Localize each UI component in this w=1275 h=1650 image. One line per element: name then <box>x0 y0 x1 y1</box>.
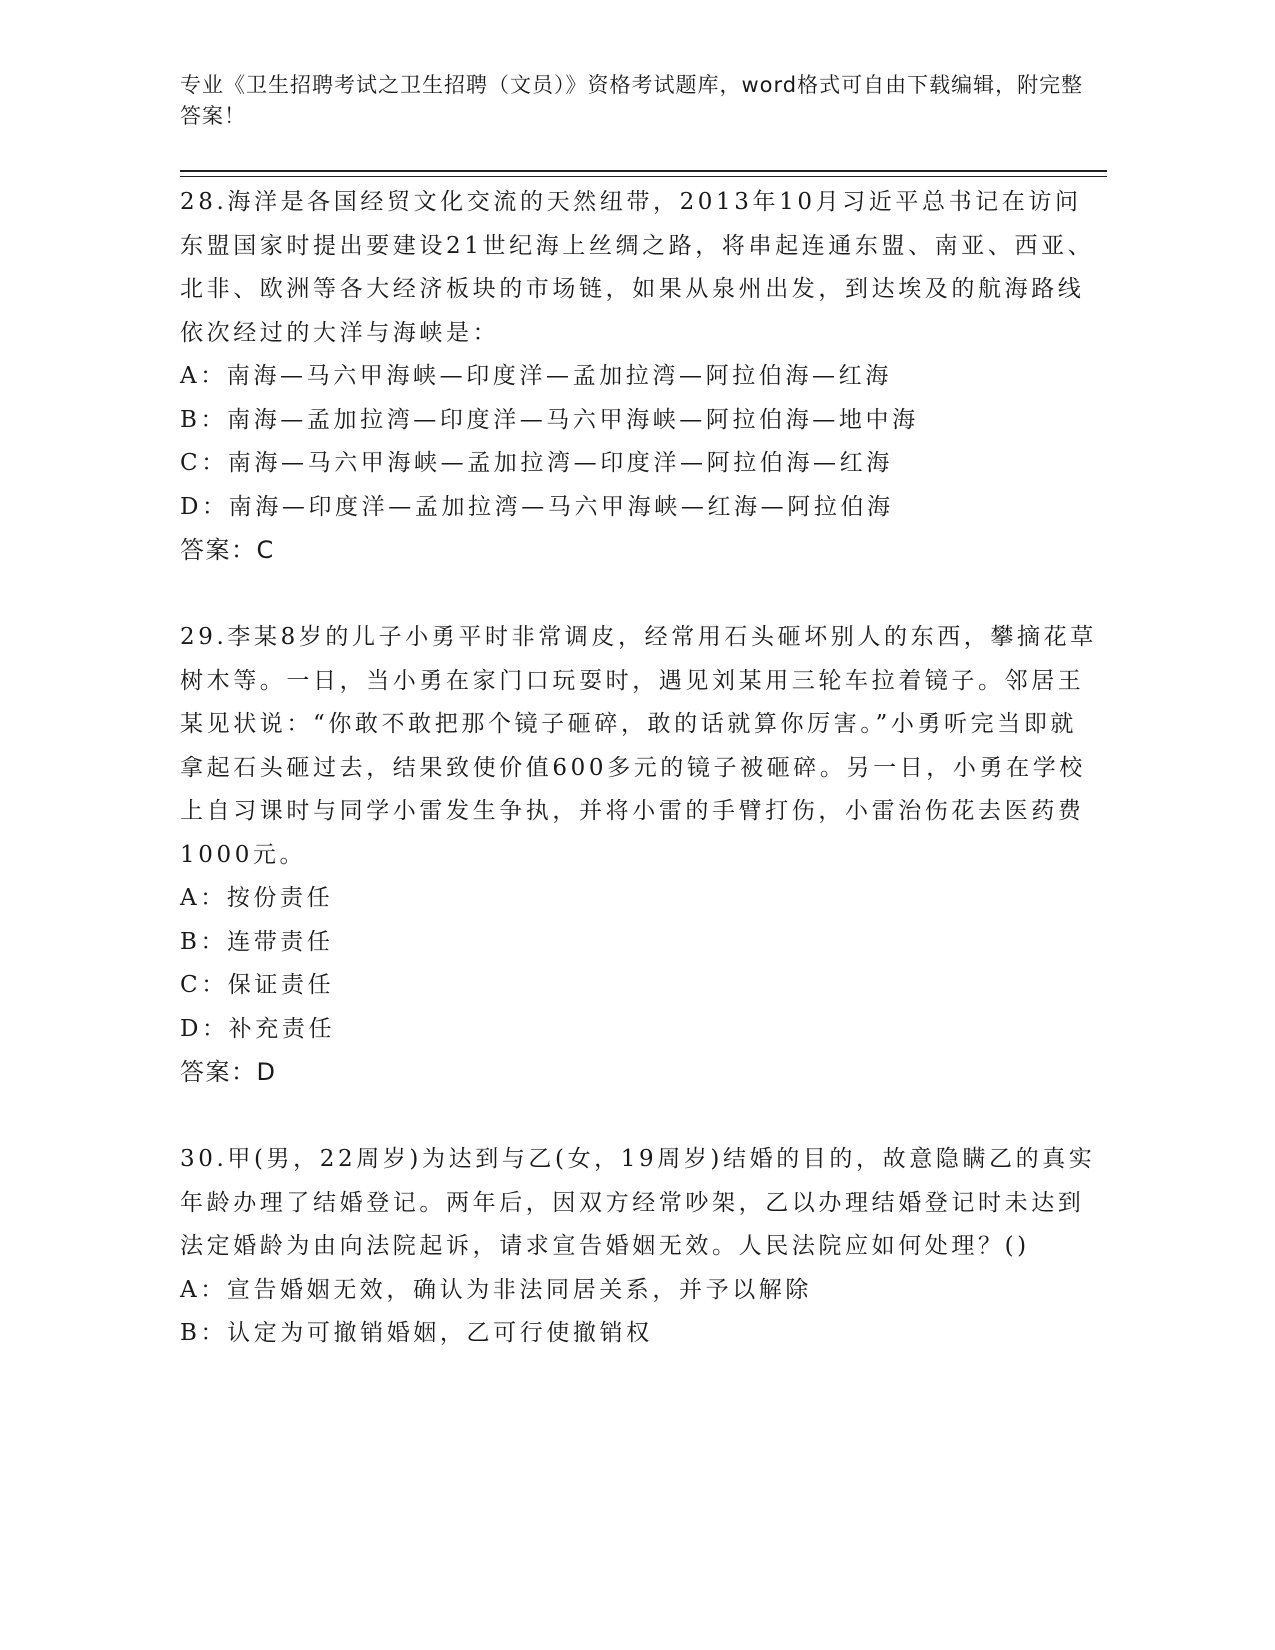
question-spacer <box>180 1095 1100 1139</box>
option-a: A：南海—马六甲海峡—印度洋—孟加拉湾—阿拉伯海—红海 <box>180 363 892 389</box>
option-c: C：南海—马六甲海峡—孟加拉湾—印度洋—阿拉伯海—红海 <box>180 450 893 476</box>
option-a: A：按份责任 <box>180 885 334 911</box>
header-divider-thin <box>180 176 1107 177</box>
question-stem: 29.李某8岁的儿子小勇平时非常调皮，经常用石头砸坏别人的东西，攀摘花草树木等。一日，当小勇在家门口玩耍时，遇见刘某用三轮车拉着镜子。邻居王某见状说：“你敢不敢把那个镜子砸碎，敢的话就算你厉害。”小勇听完当即就拿起石头砸过去，结果致使价值600多元的镜子被砸碎。另一日，小勇在学校上自习课时与同学小雷发生争执，并将小雷的手臂打伤，小雷治伤花去医药费1000元。 <box>180 624 1097 868</box>
question-30 <box>180 1138 1100 1356</box>
option-a: A：宣告婚姻无效，确认为非法同居关系，并予以解除 <box>180 1276 813 1303</box>
question-stem: 30.甲(男，22周岁)为达到与乙(女，19周岁)结婚的目的，故意隐瞒乙的真实年龄办理了结婚登记。两年后，因双方经常吵架，乙以办理结婚登记时未达到法定婚龄为由向法院起诉，请求宣告婚姻无效。人民法院应如何处理？() <box>180 1146 1096 1259</box>
option-b: B：认定为可撤销婚姻，乙可行使撤销权 <box>180 1320 653 1346</box>
question-spacer <box>180 573 1100 617</box>
answer-label: 答案：C <box>180 536 275 564</box>
question-29 <box>180 616 1100 1095</box>
question-list <box>180 181 1100 1356</box>
document-header: 专业《卫生招聘考试之卫生招聘（文员）》资格考试题库，word格式可自由下载编辑，附完整答案！ <box>180 73 1084 128</box>
question-28 <box>180 181 1100 573</box>
option-b: B：连带责任 <box>180 928 334 955</box>
option-b: B：南海—孟加拉湾—印度洋—马六甲海峡—阿拉伯海—地中海 <box>180 406 919 433</box>
option-c: C：保证责任 <box>180 972 335 998</box>
option-d: D：补充责任 <box>180 1015 336 1042</box>
header-divider <box>180 170 1107 172</box>
question-stem: 28.海洋是各国经贸文化交流的天然纽带，2013年10月习近平总书记在访问东盟国家时提出要建设21世纪海上丝绸之路，将串起连通东盟、南亚、西亚、北非、欧洲等各大经济板块的市场链，如果从泉州出发，到达埃及的航海路线依次经过的大洋与海峡是： <box>180 189 1095 346</box>
answer-label: 答案：D <box>180 1058 277 1086</box>
option-d: D：南海—印度洋—孟加拉湾—马六甲海峡—红海—阿拉伯海 <box>180 493 894 520</box>
